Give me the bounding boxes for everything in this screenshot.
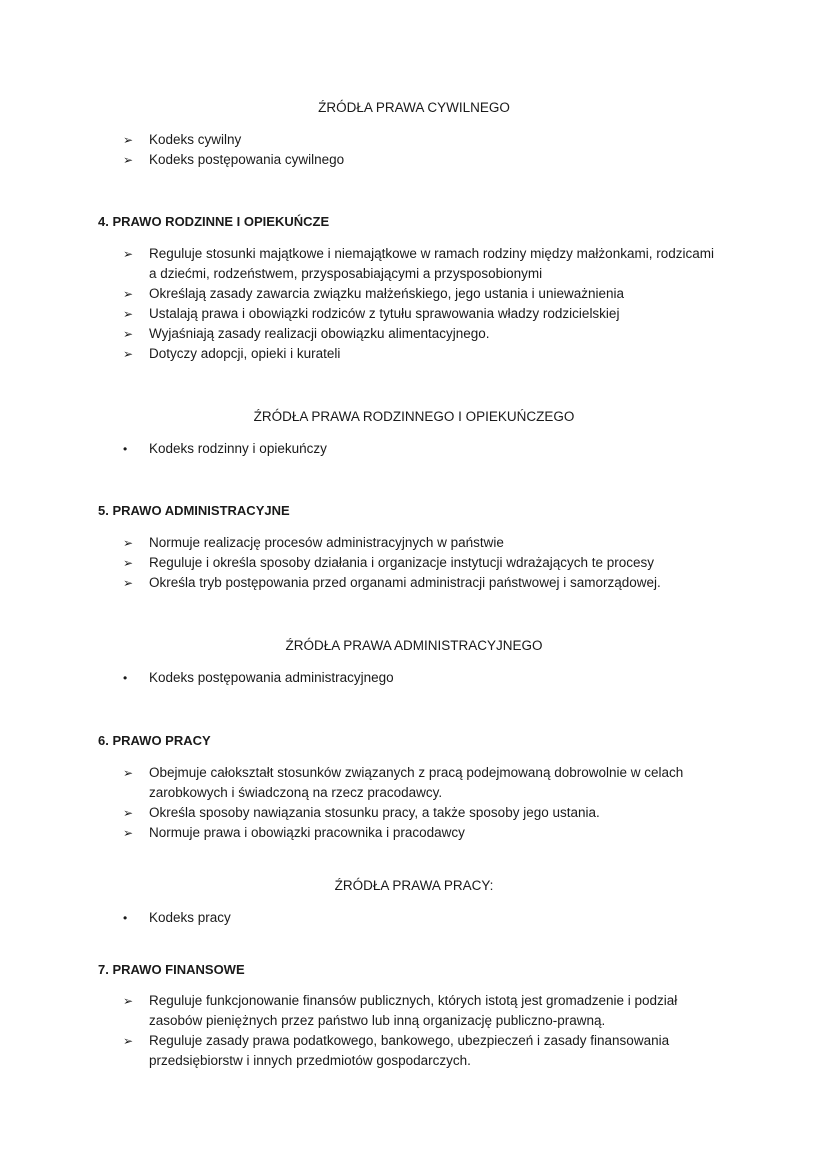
section-heading-financial-law: 7. PRAWO FINANSOWE — [98, 962, 245, 977]
section-heading-family-law: 4. PRAWO RODZINNE I OPIEKUŃCZE — [98, 214, 330, 229]
arrow-bullet-icon — [123, 533, 141, 553]
list-item: • Kodeks pracy — [123, 908, 723, 928]
arrow-bullet-icon — [123, 763, 141, 783]
arrow-bullet-icon — [123, 1031, 141, 1051]
bullet-dot-icon: • — [123, 671, 128, 685]
arrow-bullet-icon — [123, 553, 141, 573]
arrow-bullet-icon — [123, 244, 141, 264]
list-item: ➢ Normuje prawa i obowiązki pracownika i pracodawcy — [123, 823, 723, 843]
list-item: ➢ Reguluje zasady prawa podatkowego, bankowego, ubezpieczeń i zasady finansowania przedsiębiorstw i innych przedmiotów gospodarczych. — [123, 1031, 723, 1071]
family-law-sources-title: ŹRÓDŁA PRAWA RODZINNEGO I OPIEKUŃCZEGO — [253, 409, 575, 424]
arrow-bullet-icon — [123, 573, 141, 593]
section-heading-administrative-law: 5. PRAWO ADMINISTRACYJNE — [98, 503, 290, 518]
arrow-bullet-icon — [123, 324, 141, 344]
list-item: ➢ Określa sposoby nawiązania stosunku pracy, a także sposoby jego ustania. — [123, 803, 723, 823]
list-item: ➢ Określa tryb postępowania przed organami administracji państwowej i samorządowej. — [123, 573, 723, 593]
list-item: ➢ Kodeks postępowania cywilnego — [123, 150, 723, 170]
arrow-bullet-icon — [123, 130, 141, 150]
list-item: ➢ Określają zasady zawarcia związku małżeńskiego, jego ustania i unieważnienia — [123, 284, 723, 304]
civil-law-sources-title: ŹRÓDŁA PRAWA CYWILNEGO — [318, 100, 510, 115]
list-item: ➢ Dotyczy adopcji, opieki i kurateli — [123, 344, 723, 364]
bullet-dot-icon: • — [123, 911, 128, 925]
arrow-bullet-icon — [123, 284, 141, 304]
list-item: ➢ Reguluje stosunki majątkowe i niemajątkowe w ramach rodziny między małżonkami, rodzicami a dziećmi, rodzeństwem, przysposabiającymi a przysposobionymi — [123, 244, 723, 284]
list-item: ➢ Obejmuje całokształt stosunków związanych z pracą podejmowaną dobrowolnie w celach zarobkowych i świadczoną na rzecz pracodawcy. — [123, 763, 723, 803]
arrow-bullet-icon — [123, 150, 141, 170]
arrow-bullet-icon — [123, 344, 141, 364]
list-item: ➢ Wyjaśniają zasady realizacji obowiązku alimentacyjnego. — [123, 324, 723, 344]
arrow-bullet-icon — [123, 991, 141, 1011]
list-item: ➢ Reguluje funkcjonowanie finansów publicznych, których istotą jest gromadzenie i podział zasobów pieniężnych przez państwo lub inną organizację publiczno-prawną. — [123, 991, 723, 1031]
section-heading-labour-law: 6. PRAWO PRACY — [98, 733, 211, 748]
list-item: • Kodeks rodzinny i opiekuńczy — [123, 439, 723, 459]
administrative-law-sources-title: ŹRÓDŁA PRAWA ADMINISTRACYJNEGO — [285, 638, 543, 653]
arrow-bullet-icon — [123, 803, 141, 823]
bullet-dot-icon: • — [123, 442, 128, 456]
list-item: ➢ Ustalają prawa i obowiązki rodziców z tytułu sprawowania władzy rodzicielskiej — [123, 304, 723, 324]
labour-law-sources-title: ŹRÓDŁA PRAWA PRACY: — [334, 878, 494, 893]
list-item: • Kodeks postępowania administracyjnego — [123, 668, 723, 688]
list-item: ➢ Kodeks cywilny — [123, 130, 723, 150]
arrow-bullet-icon — [123, 304, 141, 324]
list-item: ➢ Reguluje i określa sposoby działania i organizacje instytucji wdrażających te procesy — [123, 553, 723, 573]
list-item: ➢ Normuje realizację procesów administracyjnych w państwie — [123, 533, 723, 553]
arrow-bullet-icon — [123, 823, 141, 843]
